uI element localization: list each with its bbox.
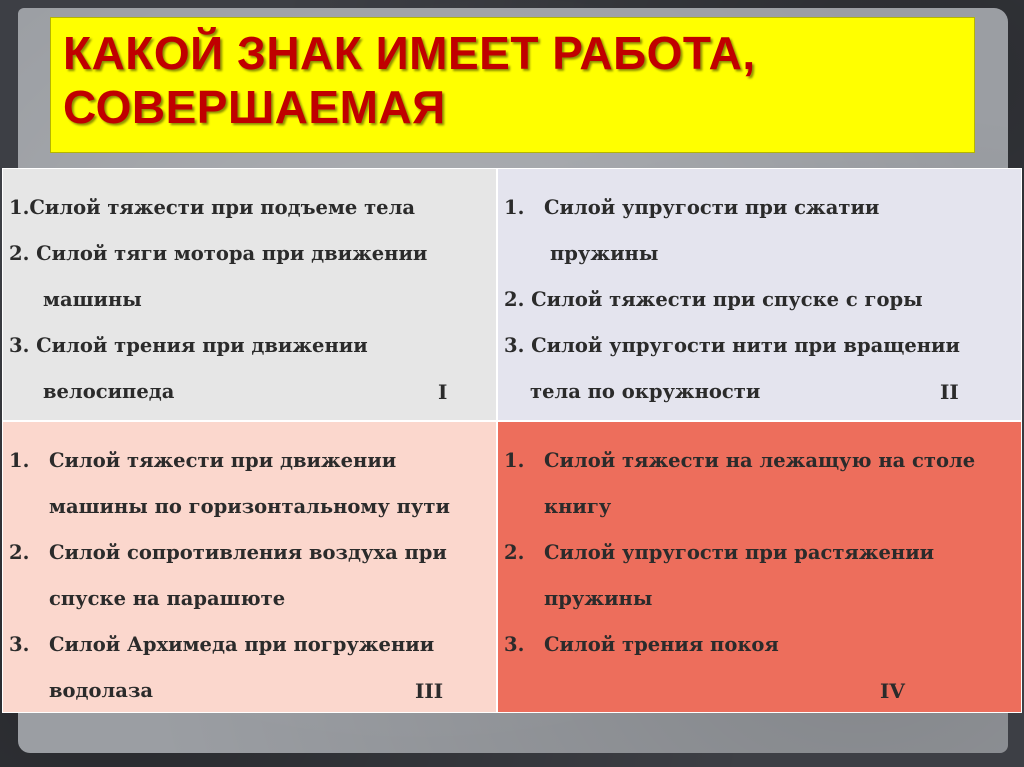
item-number: 1. bbox=[504, 449, 525, 472]
item-line: Силой тяжести при движении bbox=[49, 449, 397, 472]
cell-line: 3. Силой упругости нити при вращении bbox=[504, 334, 960, 357]
group-number-II: II bbox=[940, 380, 959, 404]
item-line: книгу bbox=[544, 495, 612, 518]
table-cell-I bbox=[2, 168, 497, 421]
group-number-III: III bbox=[415, 679, 444, 703]
cell-line: велосипеда bbox=[43, 380, 175, 403]
cell-line: тела по окружности bbox=[530, 380, 761, 403]
list-item bbox=[504, 622, 1013, 668]
title-line-1: КАКОЙ ЗНАК ИМЕЕТ РАБОТА, bbox=[63, 27, 756, 79]
item-number: 1. bbox=[504, 196, 525, 219]
table-cell-IV bbox=[497, 421, 1022, 713]
item-line: Силой упругости при растяжении bbox=[544, 541, 935, 564]
item-line: водолаза bbox=[49, 679, 154, 702]
item-line: Силой упругости при сжатии bbox=[544, 196, 880, 219]
item-number: 2. bbox=[504, 541, 525, 564]
title-banner bbox=[50, 17, 975, 153]
list-item bbox=[9, 530, 488, 622]
cell-line: машины bbox=[43, 288, 142, 311]
item-line: спуске на парашюте bbox=[49, 587, 286, 610]
list-item bbox=[504, 530, 1013, 622]
group-number-I: I bbox=[438, 380, 448, 404]
item-line: Силой Архимеда при погружении bbox=[49, 633, 435, 656]
item-line: пружины bbox=[550, 242, 659, 265]
item-line: машины по горизонтальному пути bbox=[49, 495, 450, 518]
group-number-IV: IV bbox=[880, 679, 905, 703]
item-line: пружины bbox=[544, 587, 653, 610]
item-line: Силой тяжести на лежащую на столе bbox=[544, 449, 976, 472]
item-number: 2. bbox=[9, 541, 30, 564]
list-item bbox=[9, 438, 488, 530]
item-line: Силой трения покоя bbox=[544, 633, 779, 656]
item-number: 1. bbox=[9, 449, 30, 472]
cell-line: 1.Силой тяжести при подъеме тела bbox=[9, 196, 415, 219]
title-line-2: СОВЕРШАЕМАЯ bbox=[63, 81, 446, 133]
cell-line: 2. Силой тяжести при спуске с горы bbox=[504, 288, 923, 311]
cell-line: 3. Силой трения при движении bbox=[9, 334, 368, 357]
answers-table bbox=[2, 168, 1022, 713]
table-cell-II bbox=[497, 168, 1022, 421]
list-item bbox=[504, 185, 1013, 277]
table-cell-III bbox=[2, 421, 497, 713]
list-item bbox=[504, 438, 1013, 530]
item-line: Силой сопротивления воздуха при bbox=[49, 541, 447, 564]
slide-title bbox=[63, 26, 962, 134]
item-number: 3. bbox=[9, 633, 30, 656]
item-number: 3. bbox=[504, 633, 525, 656]
cell-line: 2. Силой тяги мотора при движении bbox=[9, 242, 428, 265]
